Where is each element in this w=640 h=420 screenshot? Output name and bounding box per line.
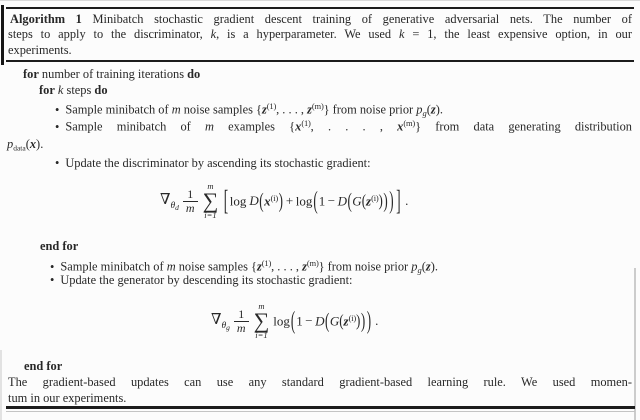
sigma-symbol: ∑ xyxy=(202,187,219,213)
end-for-inner xyxy=(40,239,78,254)
sum-upper-limit: m xyxy=(207,180,214,191)
var-x: x xyxy=(264,193,271,209)
bullet-icon: • xyxy=(50,273,55,287)
var-z: z xyxy=(343,313,349,329)
paren: ) xyxy=(378,190,383,211)
log: log xyxy=(295,193,313,209)
var-z: z xyxy=(307,102,312,117)
top-rule xyxy=(6,7,634,10)
bullet-update-generator xyxy=(50,273,352,288)
for-inner-text: steps xyxy=(66,83,95,97)
brace: { xyxy=(289,119,296,134)
theta-sub: θ xyxy=(221,321,227,331)
var-x: x xyxy=(29,137,37,151)
caption-text-1: Minibatch stochastic gradient descent training of generative adversarial nets. The number of xyxy=(81,12,632,26)
bottom-rule-shadow xyxy=(6,411,635,412)
note-line-2 xyxy=(8,391,126,406)
brace: } xyxy=(318,259,325,274)
sum-upper-limit: m xyxy=(258,300,265,311)
caption-line-2 xyxy=(8,27,632,42)
var-z: z xyxy=(302,259,307,274)
subscript: g xyxy=(422,108,427,118)
bullet-sample-examples-cont xyxy=(7,137,43,156)
paren: ) xyxy=(430,259,435,274)
var-z: z xyxy=(430,102,436,117)
bullet-icon: • xyxy=(55,119,60,134)
nabla-group xyxy=(211,310,230,332)
equation-generator-gradient xyxy=(211,293,378,349)
sum-lower-limit: i=1 xyxy=(204,210,217,221)
superscript: (i) xyxy=(270,192,279,203)
paren: ) xyxy=(383,188,388,213)
superscript: (i) xyxy=(348,312,357,323)
paren: ( xyxy=(313,185,318,215)
algorithm-label: Algorithm 1 xyxy=(10,12,82,26)
superscript: (1) xyxy=(301,118,311,128)
log: log xyxy=(273,313,290,329)
var-x: x xyxy=(397,119,404,134)
text: Update the generator by descending its stochastic gradient: xyxy=(60,273,353,287)
var-z: z xyxy=(425,259,431,274)
plus-sign: + xyxy=(285,193,294,209)
period: . xyxy=(434,259,438,274)
paren: ( xyxy=(347,188,352,213)
period: . xyxy=(40,137,44,151)
superscript: (m) xyxy=(403,118,416,128)
paren: ( xyxy=(426,102,431,117)
bullet-icon: • xyxy=(50,259,55,274)
superscript: (i) xyxy=(371,192,379,203)
theta-sub: θ xyxy=(170,201,176,211)
text: from noise prior xyxy=(324,259,412,274)
equation-body xyxy=(273,305,379,335)
paren: ( xyxy=(339,310,344,331)
paren: ( xyxy=(324,308,330,333)
scan-line-right xyxy=(634,268,636,420)
ellipsis: , . . . , xyxy=(276,102,308,117)
var-G: G xyxy=(329,313,340,329)
caption-text-2a: steps to apply to the discriminator, xyxy=(8,27,211,41)
text: noise samples xyxy=(180,102,257,117)
bullet-icon: • xyxy=(55,156,60,170)
summation xyxy=(203,182,219,221)
number: 1 xyxy=(296,313,303,329)
var-z: z xyxy=(366,193,372,209)
paren: ) xyxy=(389,185,394,215)
var-k: k xyxy=(399,27,405,41)
bracket: ] xyxy=(396,184,401,217)
scan-edge-top xyxy=(0,0,640,1)
subscript: data xyxy=(13,143,26,153)
note-line-1 xyxy=(8,375,632,390)
keyword-for: for xyxy=(39,83,55,97)
superscript: (m) xyxy=(306,258,319,268)
paren: ) xyxy=(366,305,372,335)
paren: ) xyxy=(360,308,366,333)
var-z: z xyxy=(261,102,267,117)
superscript: (m) xyxy=(311,101,324,111)
paren: ) xyxy=(356,310,361,331)
paren: ) xyxy=(435,102,440,117)
keyword-end-for: end for xyxy=(40,239,79,253)
ellipsis: , . . . , xyxy=(271,259,303,274)
caption-line-1 xyxy=(10,12,632,27)
text: examples xyxy=(213,119,290,134)
caption-line-3 xyxy=(8,43,72,58)
denominator: m xyxy=(234,321,249,335)
summation xyxy=(254,302,270,341)
keyword-do: do xyxy=(187,67,201,81)
fraction-1-over-m xyxy=(183,188,198,214)
caption-text-3: experiments. xyxy=(8,43,72,57)
text: The gradient-based updates can use any standard gradient-based learning rule. We used momen- xyxy=(8,375,632,389)
text: from noise prior xyxy=(329,102,417,117)
scan-smudge-left xyxy=(0,350,2,420)
brace: { xyxy=(251,259,257,274)
nabla-group xyxy=(160,190,179,212)
for-inner xyxy=(39,83,108,98)
for-outer xyxy=(23,67,200,82)
nabla-symbol: ∇ xyxy=(160,192,171,208)
caption-text-2b: , is a hyperparameter. We used xyxy=(216,27,399,41)
var-p: p xyxy=(7,137,14,151)
equation-discriminator-gradient xyxy=(160,174,408,228)
text: Sample minibatch of xyxy=(65,119,205,134)
numerator: 1 xyxy=(238,306,245,321)
keyword-do: do xyxy=(94,83,108,97)
numerator: 1 xyxy=(187,186,194,201)
var-k: k xyxy=(210,27,217,41)
period: . xyxy=(439,102,443,117)
var-k: k xyxy=(54,83,67,97)
log: log xyxy=(229,193,247,209)
superscript: (1) xyxy=(266,101,277,111)
text: Sample minibatch of xyxy=(65,102,172,117)
keyword-end-for: end for xyxy=(24,359,63,373)
var-p: p xyxy=(416,102,423,117)
var-G: G xyxy=(352,193,362,209)
denominator: m xyxy=(183,201,198,215)
brace: } xyxy=(415,119,422,134)
paren: ( xyxy=(361,190,367,211)
nabla-symbol: ∇ xyxy=(211,312,222,328)
var-D: D xyxy=(337,193,347,209)
equation-body xyxy=(222,184,409,217)
bullet-icon: • xyxy=(55,102,60,117)
bracket: [ xyxy=(223,184,229,217)
paren: ) xyxy=(278,188,283,213)
text: from data generating distribution xyxy=(421,119,632,134)
theta-sub-d: d xyxy=(175,203,179,212)
bottom-rule xyxy=(6,406,635,409)
superscript: (1) xyxy=(261,258,272,268)
fraction-1-over-m xyxy=(234,308,249,334)
period: . xyxy=(375,313,379,329)
var-D: D xyxy=(315,313,325,329)
paren: ( xyxy=(421,259,426,274)
sum-lower-limit: i=1 xyxy=(255,330,268,341)
brace: } xyxy=(323,102,330,117)
var-m: m xyxy=(166,259,176,274)
var-z: z xyxy=(256,259,262,274)
text: Sample minibatch of xyxy=(60,259,167,274)
text: noise samples xyxy=(175,259,252,274)
bullet-sample-examples xyxy=(55,116,632,135)
period: . xyxy=(405,193,409,209)
var-D: D xyxy=(249,193,259,209)
theta-sub-g: g xyxy=(226,323,230,332)
brace: { xyxy=(256,102,262,117)
paren: ) xyxy=(36,137,41,151)
end-for-outer xyxy=(24,359,62,374)
var-m: m xyxy=(205,119,214,134)
sigma-symbol: ∑ xyxy=(253,307,270,333)
scan-bar-left xyxy=(1,5,4,65)
paren: ( xyxy=(259,188,264,213)
var-p: p xyxy=(411,259,418,274)
number: 1 xyxy=(318,193,326,209)
caption-text-2c: = 1, the least expensive option, in our xyxy=(404,27,633,41)
subscript: g xyxy=(417,265,422,275)
text: tum in our experiments. xyxy=(8,391,127,405)
for-outer-text: number of training iterations xyxy=(38,67,188,81)
var-x: x xyxy=(295,119,302,134)
paren: ( xyxy=(290,305,296,335)
var-m: m xyxy=(171,102,181,117)
text: Update the discriminator by ascending its stochastic gradient: xyxy=(65,156,371,170)
keyword-for: for xyxy=(23,67,39,81)
bullet-update-discriminator xyxy=(55,156,371,171)
minus-sign: − xyxy=(327,193,336,209)
paren: ( xyxy=(25,137,30,151)
caption-rule xyxy=(6,60,634,62)
minus-sign: − xyxy=(305,313,313,329)
ellipsis: , . . . , xyxy=(310,119,398,134)
